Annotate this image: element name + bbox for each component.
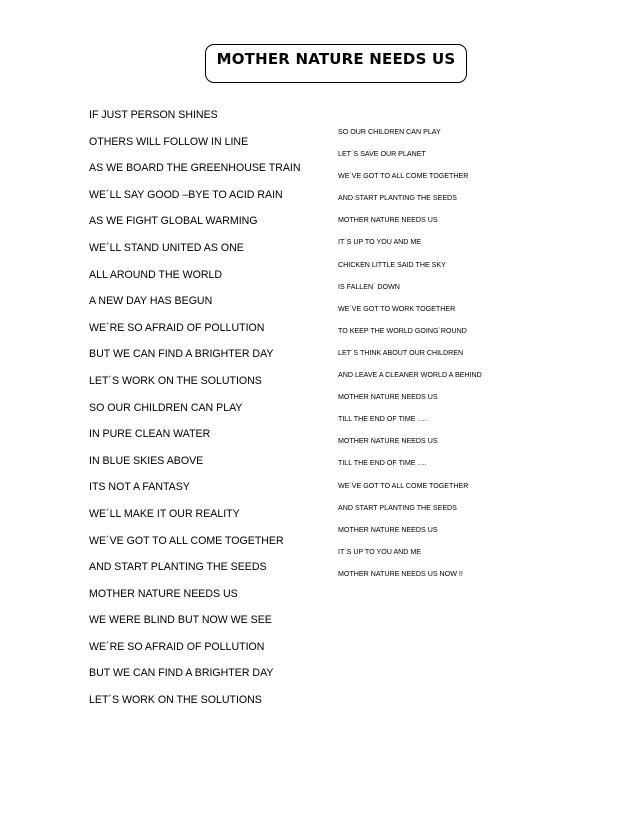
lyric-line: CHICKEN LITTLE SAID THE SKY (338, 260, 446, 269)
lyric-line: WE´VE GOT TO ALL COME TOGETHER (338, 481, 469, 490)
lyric-line: MOTHER NATURE NEEDS US (89, 587, 238, 600)
lyric-line: IN BLUE SKIES ABOVE (89, 454, 204, 467)
title-box (205, 44, 467, 83)
lyric-line: AND START PLANTING THE SEEDS (338, 503, 457, 512)
lyric-line: LET´S THINK ABOUT OUR CHILDREN (338, 348, 464, 357)
lyric-line: A NEW DAY HAS BEGUN (89, 295, 213, 308)
lyric-line: ITS NOT A FANTASY (89, 481, 190, 494)
lyric-line: LET´S WORK ON THE SOLUTIONS (89, 694, 262, 707)
lyric-line: LET´S WORK ON THE SOLUTIONS (89, 374, 262, 387)
lyric-line: TO KEEP THE WORLD GOING´ROUND (338, 326, 467, 335)
lyric-line: WE´LL SAY GOOD –BYE TO ACID RAIN (89, 188, 283, 201)
lyrics-right-column (338, 126, 598, 590)
lyric-line: IN PURE CLEAN WATER (89, 428, 211, 441)
lyric-line: WE WERE BLIND BUT NOW WE SEE (89, 614, 272, 627)
lyric-line: IS FALLEN´ DOWN (338, 282, 400, 291)
lyric-line: LET´S SAVE OUR PLANET (338, 150, 426, 159)
lyric-line: IT´S UP TO YOU AND ME (338, 547, 422, 556)
lyric-line: TILL THE END OF TIME …. (338, 415, 427, 424)
lyric-line: MOTHER NATURE NEEDS US NOW !! (338, 569, 463, 578)
lyric-line: AS WE BOARD THE GREENHOUSE TRAIN (89, 162, 301, 175)
lyric-line: WE´RE SO AFRAID OF POLLUTION (89, 640, 265, 653)
lyric-line: AND LEAVE A CLEANER WORLD A BEHIND (338, 371, 482, 380)
lyric-line: WE´VE GOT TO ALL COME TOGETHER (89, 534, 284, 547)
lyric-line: BUT WE CAN FIND A BRIGHTER DAY (89, 348, 274, 361)
lyric-line: AND START PLANTING THE SEEDS (89, 561, 267, 574)
lyric-line: OTHERS WILL FOLLOW IN LINE (89, 135, 249, 148)
lyric-line: MOTHER NATURE NEEDS US (338, 437, 438, 446)
lyric-line: BUT WE CAN FIND A BRIGHTER DAY (89, 667, 274, 680)
lyric-line: MOTHER NATURE NEEDS US (338, 393, 438, 402)
lyric-line: SO OUR CHILDREN CAN PLAY (89, 401, 243, 414)
page-title: MOTHER NATURE NEEDS US (216, 49, 456, 68)
lyric-line: AS WE FIGHT GLOBAL WARMING (89, 215, 258, 228)
lyric-line: ALL AROUND THE WORLD (89, 268, 223, 281)
lyric-line: WE´RE SO AFRAID OF POLLUTION (89, 321, 265, 334)
lyrics-left-column (89, 106, 329, 718)
lyric-line: WE´VE GOT TO WORK TOGETHER (338, 304, 456, 313)
lyric-line: WE´LL MAKE IT OUR REALITY (89, 507, 240, 520)
lyric-line: MOTHER NATURE NEEDS US (338, 525, 438, 534)
lyric-line: IT´S UP TO YOU AND ME (338, 238, 422, 247)
lyric-line: SO OUR CHILDREN CAN PLAY (338, 128, 441, 136)
lyric-line: WE´LL STAND UNITED AS ONE (89, 241, 244, 254)
lyric-line: WE´VE GOT TO ALL COME TOGETHER (338, 172, 469, 181)
lyric-line: MOTHER NATURE NEEDS US (338, 216, 438, 225)
lyric-line: AND START PLANTING THE SEEDS (338, 194, 457, 203)
lyric-line: TILL THE END OF TIME …. (338, 459, 427, 468)
lyric-line: IF JUST PERSON SHINES (89, 109, 218, 121)
